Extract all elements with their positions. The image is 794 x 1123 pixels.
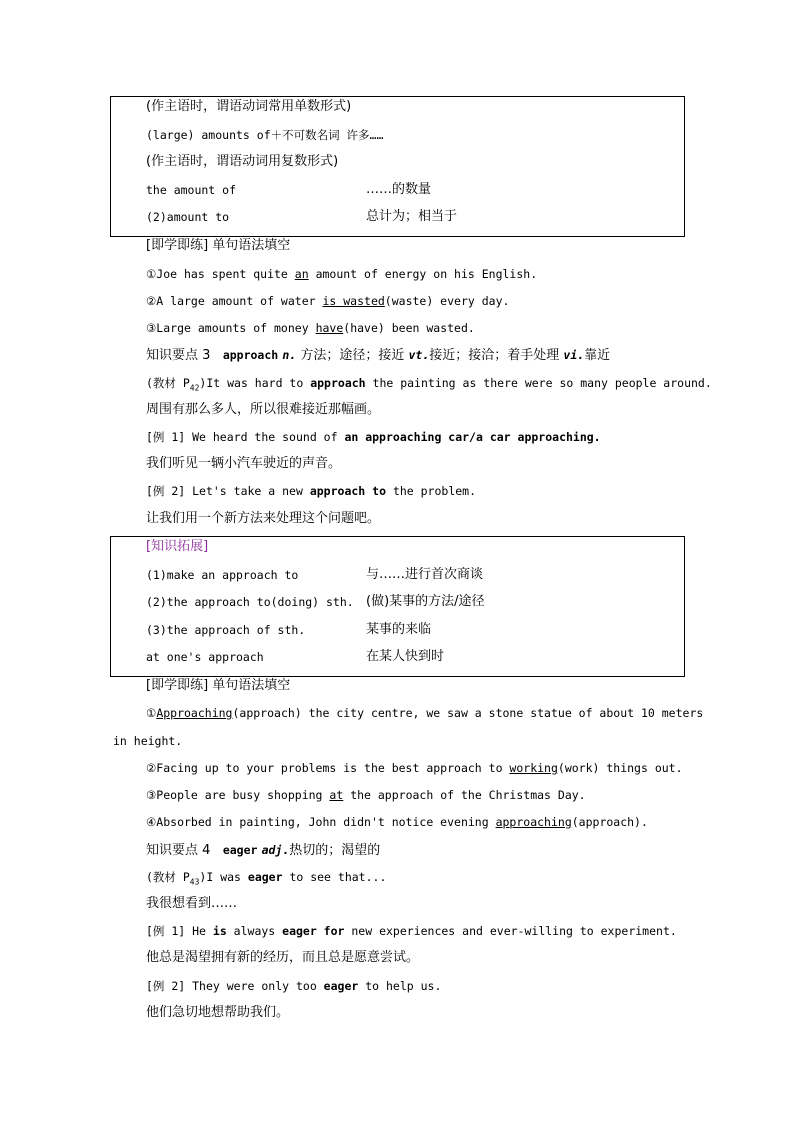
translation: 让我们用一个新方法来处理这个问题吧。 — [146, 511, 381, 526]
note-line: (作主语时，谓语动词常用单数形式) — [146, 99, 352, 114]
practice-question: ②A large amount of water is wasted(waste) every day. — [146, 294, 510, 308]
practice-question: ①Joe has spent quite an amount of energy on his English. — [146, 267, 538, 281]
answer: an — [294, 267, 309, 281]
extension-item: (2)the approach to(doing) sth. — [146, 595, 354, 609]
note-line: (large) amounts of＋不可数名词 许多…… — [146, 128, 384, 142]
note-line: ……的数量 — [366, 182, 432, 197]
practice-question: ①Approaching(approach) the city centre, we saw a stone statue of about 10 meters — [146, 706, 704, 720]
translation: 我们听见一辆小汽车驶近的声音。 — [146, 456, 342, 471]
extension-item: at one's approach — [146, 650, 264, 664]
practice-question-continued: in height. — [113, 734, 183, 748]
knowledge-point-heading: 知识要点 3 approach n. 方法；途径；接近 vt.接近；接洽；着手处理 vi.靠近 — [146, 348, 611, 363]
answer: have — [315, 321, 344, 335]
note-line: the amount of — [146, 183, 237, 197]
practice-heading: [即学即练] 单句语法填空 — [146, 238, 291, 253]
translation: 他们急切地想帮助我们。 — [146, 1005, 290, 1020]
note-line: (2)amount to — [146, 210, 230, 224]
example-sentence: [例 1] He is always eager for new experiences and ever-willing to experiment. — [146, 924, 677, 938]
practice-question: ③People are busy shopping at the approach of the Christmas Day. — [146, 788, 586, 802]
translation: 我很想看到…… — [146, 896, 238, 911]
practice-heading: [即学即练] 单句语法填空 — [146, 678, 291, 693]
answer: Approaching — [156, 706, 233, 720]
answer: working — [509, 761, 558, 775]
note-line: 总计为；相当于 — [366, 209, 458, 224]
practice-question: ④Absorbed in painting, John didn't notice evening approaching(approach). — [146, 815, 648, 829]
textbook-sentence: (教材 $P_{43})I$ was eager to see that... — [146, 870, 387, 887]
extension-item: 某事的来临 — [366, 622, 432, 637]
example-sentence: [例 2] They were only too eager to help us. — [146, 979, 442, 993]
extension-item: (做)某事的方法/途径 — [366, 594, 485, 609]
practice-question: ②Facing up to your problems is the best approach to working(work) things out. — [146, 761, 683, 775]
extension-item: (3)the approach of sth. — [146, 623, 306, 637]
extension-item: (1)make an approach to — [146, 568, 299, 582]
knowledge-point-heading: 知识要点 4 eager adj.热切的；渴望的 — [146, 843, 381, 858]
answer: at — [329, 788, 344, 802]
practice-question: ③Large amounts of money have(have) been wasted. — [146, 321, 475, 335]
translation: 他总是渴望拥有新的经历，而且总是愿意尝试。 — [146, 950, 420, 965]
extension-item: 在某人快到时 — [366, 649, 445, 664]
extension-item: 与……进行首次商谈 — [366, 567, 484, 582]
textbook-sentence: (教材 $P_{42})It$ was hard to approach the painting as there were so many people around. — [146, 376, 712, 393]
example-sentence: [例 2] Let's take a new approach to the problem. — [146, 484, 477, 498]
answer: approaching — [495, 815, 572, 829]
example-sentence: [例 1] We heard the sound of an approaching car/a car approaching. — [146, 430, 601, 444]
extension-title: [知识拓展] — [146, 539, 209, 554]
note-line: (作主语时，谓语动词用复数形式) — [146, 154, 339, 169]
translation: 周围有那么多人，所以很难接近那幅画。 — [146, 402, 381, 417]
answer: is wasted — [322, 294, 385, 308]
